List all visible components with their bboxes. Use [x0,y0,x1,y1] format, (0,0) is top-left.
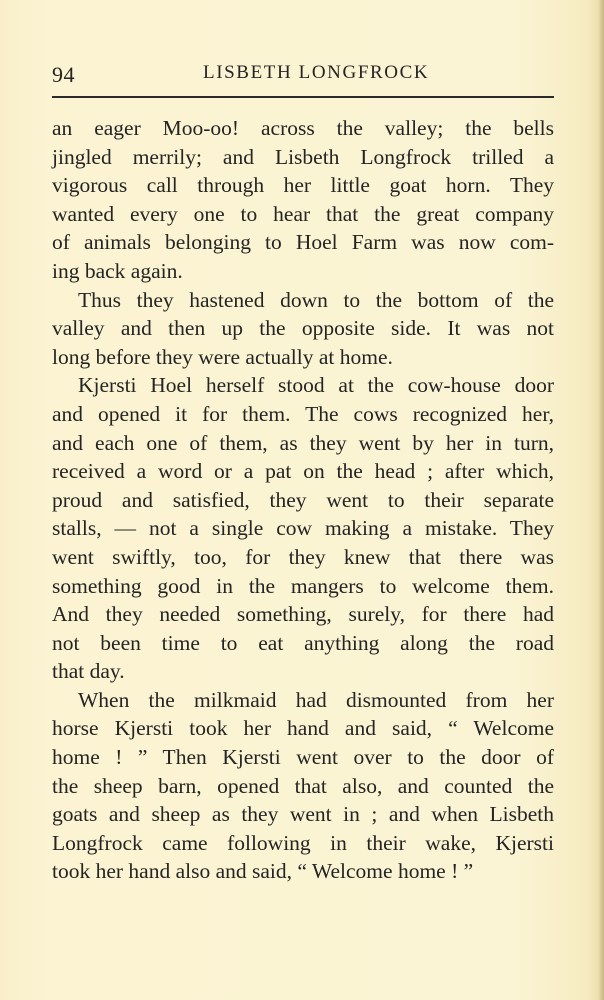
text-line: long before they were actually at home. [52,344,393,369]
text-line: not been time to eat anything along the road [52,630,554,655]
text-line: When the milkmaid had dismounted from her [78,687,554,712]
text-line: jingled merrily; and Lisbeth Longfrock trilled a [52,144,554,169]
text-line: wanted every one to hear that the great company [52,201,554,226]
text-line: the sheep barn, opened that also, and counted the [52,773,554,798]
text-line: and opened it for them. The cows recognized her, [52,401,554,426]
text-line: something good in the mangers to welcome them. [52,573,554,598]
text-line: home ! ” Then Kjersti went over to the door of [52,745,554,770]
text-line: proud and satisfied, they went to their separate [52,487,554,512]
text-line: horse Kjersti took her hand and said, “ Welcome [52,716,554,741]
text-line: took her hand also and said, “ Welcome home ! ” [52,859,474,884]
text-line: an eager Moo-oo! across the valley; the bells [52,116,554,140]
text-line: that day. [52,659,125,684]
page-edge-shadow [598,0,604,1000]
body-text [52,114,554,886]
text-line: stalls, — not a single cow making a mistake. They [52,516,554,541]
text-line: received a word or a pat on the head ; after which, [52,459,554,484]
page-number: 94 [52,62,75,87]
text-line: Kjersti Hoel herself stood at the cow-house door [78,373,554,398]
text-line: Thus they hastened down to the bottom of the [78,287,554,312]
text-line: Longfrock came following in their wake, Kjersti [52,830,554,855]
text-line: And they needed something, surely, for there had [52,602,554,627]
text-line: ing back again. [52,258,183,283]
text-line: goats and sheep as they went in ; and when Lisbeth [52,802,554,827]
header-rule [52,96,554,98]
text-line: and each one of them, as they went by her in turn, [52,430,554,455]
text-line: of animals belonging to Hoel Farm was now com- [52,230,554,255]
text-line: went swiftly, too, for they knew that there was [52,544,554,569]
text-line: valley and then up the opposite side. It was not [52,316,554,341]
page-header [52,58,554,88]
running-head: LISBETH LONGFROCK [203,62,430,83]
text-line: vigorous call through her little goat horn. They [52,173,554,198]
